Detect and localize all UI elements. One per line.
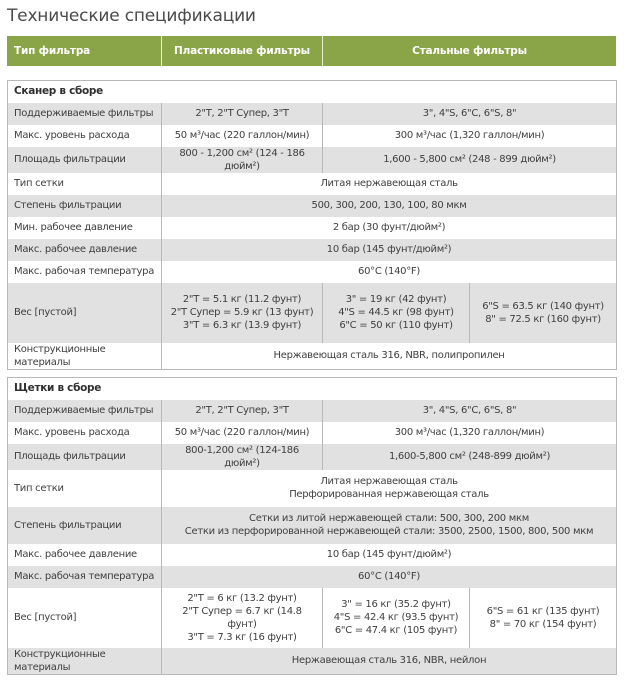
weight-line: 8" = 70 кг (154 фунт): [489, 618, 597, 630]
section-title: Щетки в сборе: [8, 378, 617, 400]
row-label: Вес [пустой]: [8, 283, 162, 343]
weight-line: 3"T = 7.3 кг (16 фунт): [187, 631, 297, 643]
table-row: [8, 239, 617, 261]
steel-weights-b: [470, 283, 617, 343]
table-row: [8, 507, 617, 544]
plastic-value: 50 м³/час (220 галлон/мин): [162, 125, 323, 147]
steel-weights-b: [470, 588, 617, 648]
table-row-weight: [8, 283, 617, 343]
table-row: [8, 125, 617, 147]
row-label: Тип сетки: [8, 173, 162, 195]
table-row: [8, 648, 617, 675]
table-row: [8, 544, 617, 566]
value-line: Сетки из литой нержавеющей стали: 500, 300, 200 мкм: [249, 513, 529, 524]
plastic-value: 800-1,200 см² (124-186 дюйм²): [162, 444, 323, 470]
row-label: Тип сетки: [8, 470, 162, 507]
table-row: [8, 261, 617, 283]
plastic-value: 2"T, 2"T Супер, 3"T: [162, 400, 323, 422]
table-row: [8, 217, 617, 239]
scanner-spec-table: [7, 80, 617, 370]
shared-value: 2 бар (30 фунт/дюйм²): [162, 217, 617, 239]
table-row: [8, 173, 617, 195]
table-row: [8, 566, 617, 588]
row-label: Макс. рабочая температура: [8, 261, 162, 283]
row-label: Макс. уровень расхода: [8, 125, 162, 147]
shared-value: Нержавеющая сталь 316, NBR, нейлон: [162, 648, 617, 675]
value-line: Литая нержавеющая сталь: [320, 476, 458, 487]
shared-value: 500, 300, 200, 130, 100, 80 мкм: [162, 195, 617, 217]
table-row: [8, 422, 617, 444]
section-header-row: [8, 378, 617, 400]
steel-value: 3", 4"S, 6"C, 6"S, 8": [323, 103, 617, 125]
section-header-row: [8, 81, 617, 103]
table-row: [8, 343, 617, 370]
weight-line: 8" = 72.5 кг (160 фунт): [485, 313, 601, 325]
plastic-value: 2"T, 2"T Супер, 3"T: [162, 103, 323, 125]
row-label: Степень фильтрации: [8, 195, 162, 217]
shared-value: 10 бар (145 фунт/дюйм²): [162, 544, 617, 566]
weight-line: 2"T = 5.1 кг (11.2 фунт): [182, 294, 302, 305]
row-label: Вес [пустой]: [8, 588, 162, 648]
weight-line: 3" = 19 кг (42 фунт): [345, 294, 447, 305]
weight-line: 6"S = 61 кг (135 фунт): [486, 605, 600, 617]
shared-value: Литая нержавеющая сталь: [162, 173, 617, 195]
weight-line: 3"T = 6.3 кг (13.9 фунт): [182, 320, 302, 331]
table-row: [8, 444, 617, 470]
plastic-weights: [162, 588, 323, 648]
row-label: Поддерживаемые фильтры: [8, 400, 162, 422]
row-label: Степень фильтрации: [8, 507, 162, 544]
steel-weights-a: [323, 283, 470, 343]
weight-line: 2"T Супер = 6.7 кг (14.8 фунт): [182, 605, 302, 630]
steel-value: 300 м³/час (1,320 галлон/мин): [323, 125, 617, 147]
weight-line: 2"T = 6 кг (13.2 фунт): [187, 592, 297, 604]
shared-value: [162, 507, 617, 544]
shared-value: 60°C (140°F): [162, 566, 617, 588]
page-title: Технические спецификации: [7, 6, 256, 26]
weight-line: 3" = 16 кг (35.2 фунт): [341, 599, 451, 610]
row-label: Макс. рабочее давление: [8, 239, 162, 261]
brush-spec-table: [7, 377, 617, 675]
row-label: Макс. рабочая температура: [8, 566, 162, 588]
header-steel-filters: Стальные фильтры: [322, 36, 616, 66]
table-row: [8, 195, 617, 217]
weight-line: 4"S = 44.5 кг (98 фунт): [338, 307, 454, 318]
table-row: [8, 400, 617, 422]
table-row-weight: [8, 588, 617, 648]
row-label: Площадь фильтрации: [8, 147, 162, 173]
plastic-value: 50 м³/час (220 галлон/мин): [162, 422, 323, 444]
weight-line: 6"C = 50 кг (110 фунт): [339, 320, 453, 331]
row-label: Конструкционные материалы: [8, 343, 162, 370]
header-plastic-filters: Пластиковые фильтры: [161, 36, 322, 66]
value-line: Сетки из перфорированной нержавеющей стали: 3500, 2500, 1500, 800, 500 мкм: [184, 526, 594, 537]
shared-value: Нержавеющая сталь 316, NBR, полипропилен: [162, 343, 617, 370]
shared-value: 10 бар (145 фунт/дюйм²): [162, 239, 617, 261]
row-label: Поддерживаемые фильтры: [8, 103, 162, 125]
weight-line: 6"C = 47.4 кг (105 фунт): [334, 625, 458, 636]
row-label: Мин. рабочее давление: [8, 217, 162, 239]
row-label: Макс. рабочее давление: [8, 544, 162, 566]
table-row: [8, 470, 617, 507]
row-label: Макс. уровень расхода: [8, 422, 162, 444]
shared-value: 60°C (140°F): [162, 261, 617, 283]
table-row: [8, 103, 617, 125]
weight-line: 4"S = 42.4 кг (93.5 фунт): [333, 612, 459, 623]
plastic-value: 800 - 1,200 см² (124 - 186 дюйм²): [162, 147, 323, 173]
row-label: Площадь фильтрации: [8, 444, 162, 470]
value-line: Перфорированная нержавеющая сталь: [289, 489, 489, 500]
steel-value: 3", 4"S, 6"C, 6"S, 8": [323, 400, 617, 422]
section-title: Сканер в сборе: [8, 81, 617, 103]
row-label: Конструкционные материалы: [8, 648, 162, 675]
steel-weights-a: [323, 588, 470, 648]
steel-value: 1,600 - 5,800 см² (248 - 899 дюйм²): [323, 147, 617, 173]
table-row: [8, 147, 617, 173]
header-filter-type: Тип фильтра: [14, 45, 91, 57]
plastic-weights: [162, 283, 323, 343]
column-header-band: [7, 36, 616, 66]
shared-value: [162, 470, 617, 507]
steel-value: 300 м³/час (1,320 галлон/мин): [323, 422, 617, 444]
weight-line: 6"S = 63.5 кг (140 фунт): [482, 300, 604, 312]
steel-value: 1,600-5,800 см² (248-899 дюйм²): [323, 444, 617, 470]
weight-line: 2"T Супер = 5.9 кг (13 фунт): [170, 307, 314, 318]
